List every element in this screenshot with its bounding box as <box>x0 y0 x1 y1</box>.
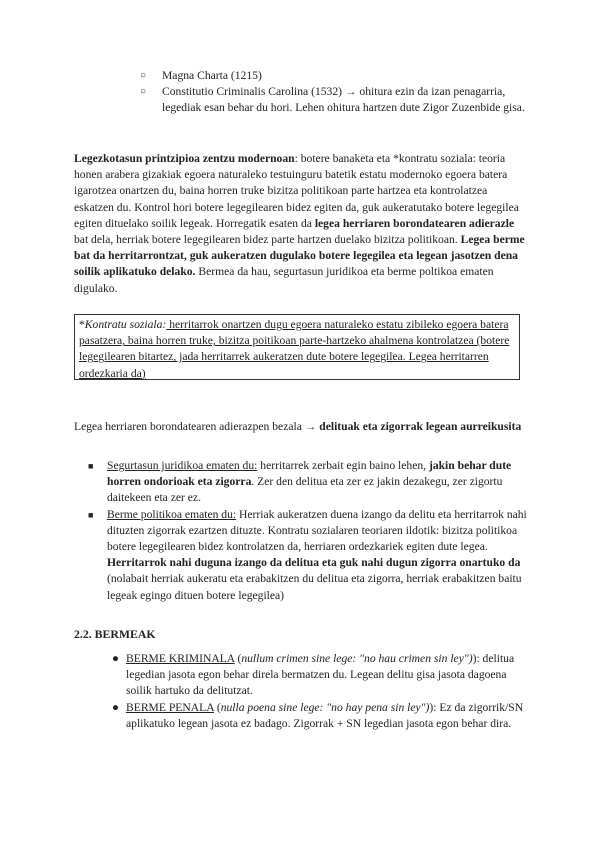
list-item: ○ Constitutio Criminalis Carolina (1532) → ohitura ezin da izan penagarria, legediak esan behar du hori. Lehen ohitura hartzen dute Zigor Zuzenbide gisa. <box>140 85 525 115</box>
guarantees-square-list <box>88 458 530 604</box>
bermeak-list <box>112 651 532 732</box>
list-item: ○ Magna Charta (1215) <box>140 68 530 84</box>
list-item: ● BERME PENALA (nulla poena sine lege: "no hay pena sin ley")): Ez da zigorrik/SN aplikatuko legean jasota ez badago. Zigorrak + SN legedian jasota egon behar dira. <box>112 700 524 730</box>
dot-bullet-icon: ● <box>112 700 120 714</box>
law-as-will-paragraph: Legea herriaren borondatearen adierazpen bezala → delituak eta zigorrak legean aurreikusita <box>74 420 522 433</box>
dot-bullet-icon: ● <box>112 652 120 665</box>
section-heading: 2.2. BERMEAK <box>74 627 156 641</box>
list-item: ● BERME KRIMINALA (nullum crimen sine lege: "no hau crimen sin ley")): delitua legedian jasota egon behar direla bermatzen du. Legean delitu gisa jasota dagoena soilik hartuko da delitutzat. <box>112 652 515 698</box>
social-contract-note-box: *Kontratu soziala: herritarrok onartzen dugu egoera naturaleko estatu zibileko egoera batera pasatzera, baina horren truke, bizitza poitikoan parte-hartzeko ahalmena kontrolatzea (botere legegilearen bitartez, jada herritarrek aukeratzen dute botere legegilea. Legea herritarren ordezkaria da) <box>74 314 520 380</box>
history-list <box>140 68 530 117</box>
list-item: ■ Berme politikoa ematen du: Herriak aukeratzen duena izango da delitu eta herritarrok nahi dituzten zigorrak ezartzen dituzte. Kontratu sozialaren teoriaren ildotik: bizitza politikoa botere legegilearen bidez kontrolatzen da, herriaren ordezkariek egiten dute legea. Herritarrok nahi duguna izango da delitua eta guk nahi dugun zigorra onartuko da (nolabait herriak aukeratu eta erabakitzen du delitua eta zigorra, herriak erabakitzen baitu legeak egingo dituen botere legegilea) <box>88 507 527 602</box>
square-bullet-icon: ■ <box>88 509 94 520</box>
square-bullet-icon: ■ <box>88 461 94 471</box>
circle-bullet-icon: ○ <box>140 70 147 81</box>
legality-principle-paragraph: Legezkotasun printzipioa zentzu modernoan: botere banaketa eta *kontratu soziala: teoria honen arabera gizakiak egoera naturaleko testuinguru batetik estatu modernoko egoera batera igarotzea onartzen du, baina horren truke bizitza politikoan parte hartzea eta kontrolatzea eskatzen du. Kontrol hori botere legegilearen bidez egiten da, guk aukeratutako botere legegilea egiten dituelako soilik legeak. Horregatik esaten da legea herriaren borondatearen adierazle bat dela, herriak botere legegilearen bidez parte hartzen duelako bizitza politikoan. Legea berme bat da herritarrontzat, guk aukeratzen dugulako botere legegilea eta legean jasotzen dena soilik aplikatuko delako. Bermea da hau, segurtasun juridikoa eta berme poltikoa ematen digulako. <box>74 152 525 295</box>
circle-bullet-icon: ○ <box>140 86 147 98</box>
list-item: ■ Segurtasun juridikoa ematen du: herritarrek zerbait egin baino lehen, jakin behar dute horren ondorioak eta zigorra. Zer den delitua eta zer ez jakin dezakegu, zer zigortu daitekeen eta zer ez. <box>88 459 512 505</box>
